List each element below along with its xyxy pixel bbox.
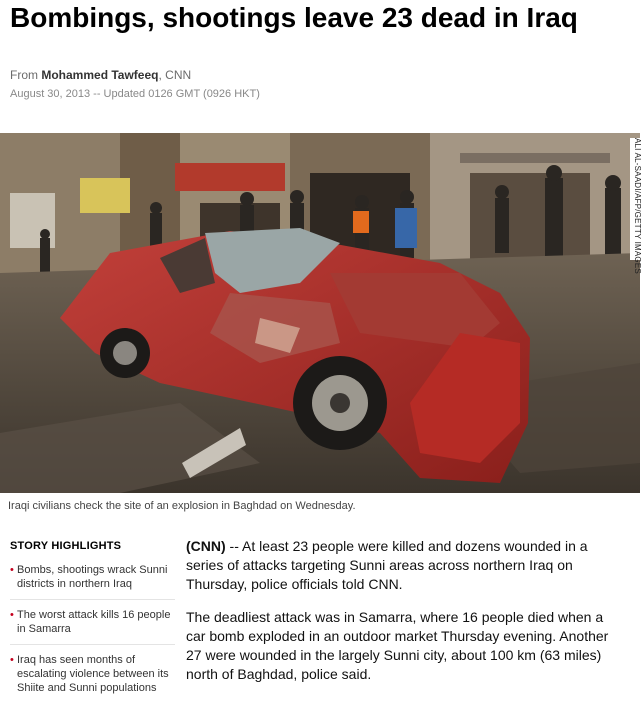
highlight-item: • Iraq has seen months of escalating violence between its Shiite and Sunni populations [10, 653, 175, 703]
byline-outlet: , CNN [158, 68, 192, 82]
highlight-item: • Bombs, shootings wrack Sunni districts in northern Iraq [10, 563, 175, 600]
byline [10, 68, 191, 83]
story-highlights [10, 540, 175, 711]
photo-credit: ALI AL-SAADI/AFP/GETTY IMAGES [630, 138, 642, 260]
story-paragraph [186, 537, 626, 594]
photo-caption: Iraqi civilians check the site of an explosion in Baghdad on Wednesday. [8, 500, 356, 512]
highlights-title: STORY HIGHLIGHTS [10, 540, 122, 552]
highlights-list [10, 563, 175, 703]
byline-prefix: From [10, 68, 38, 82]
photo-image [0, 133, 640, 493]
article-photo [0, 133, 640, 493]
highlight-item: • The worst attack kills 16 people in Samarra [10, 608, 175, 645]
author-link[interactable]: Mohammed Tawfeeq [41, 68, 159, 82]
article-dateline: August 30, 2013 -- Updated 0126 GMT (0926 HKT) [10, 88, 260, 100]
story-paragraph: The deadliest attack was in Samarra, where 16 people died when a car bomb exploded in an outdoor market Thursday evening. Another 27 were wounded in the largely Sunni city, about 100 km (63 miles) north of Baghdad, police said. [186, 609, 609, 682]
article-headline: Bombings, shootings leave 23 dead in Iraq [10, 2, 578, 33]
story-body [186, 537, 626, 698]
story-source: (CNN) [186, 538, 226, 554]
story-paragraph-text: -- At least 23 people were killed and dozens wounded in a series of attacks targeting Sunni areas across northern Iraq on Thursday, police officials told CNN. [186, 538, 588, 592]
